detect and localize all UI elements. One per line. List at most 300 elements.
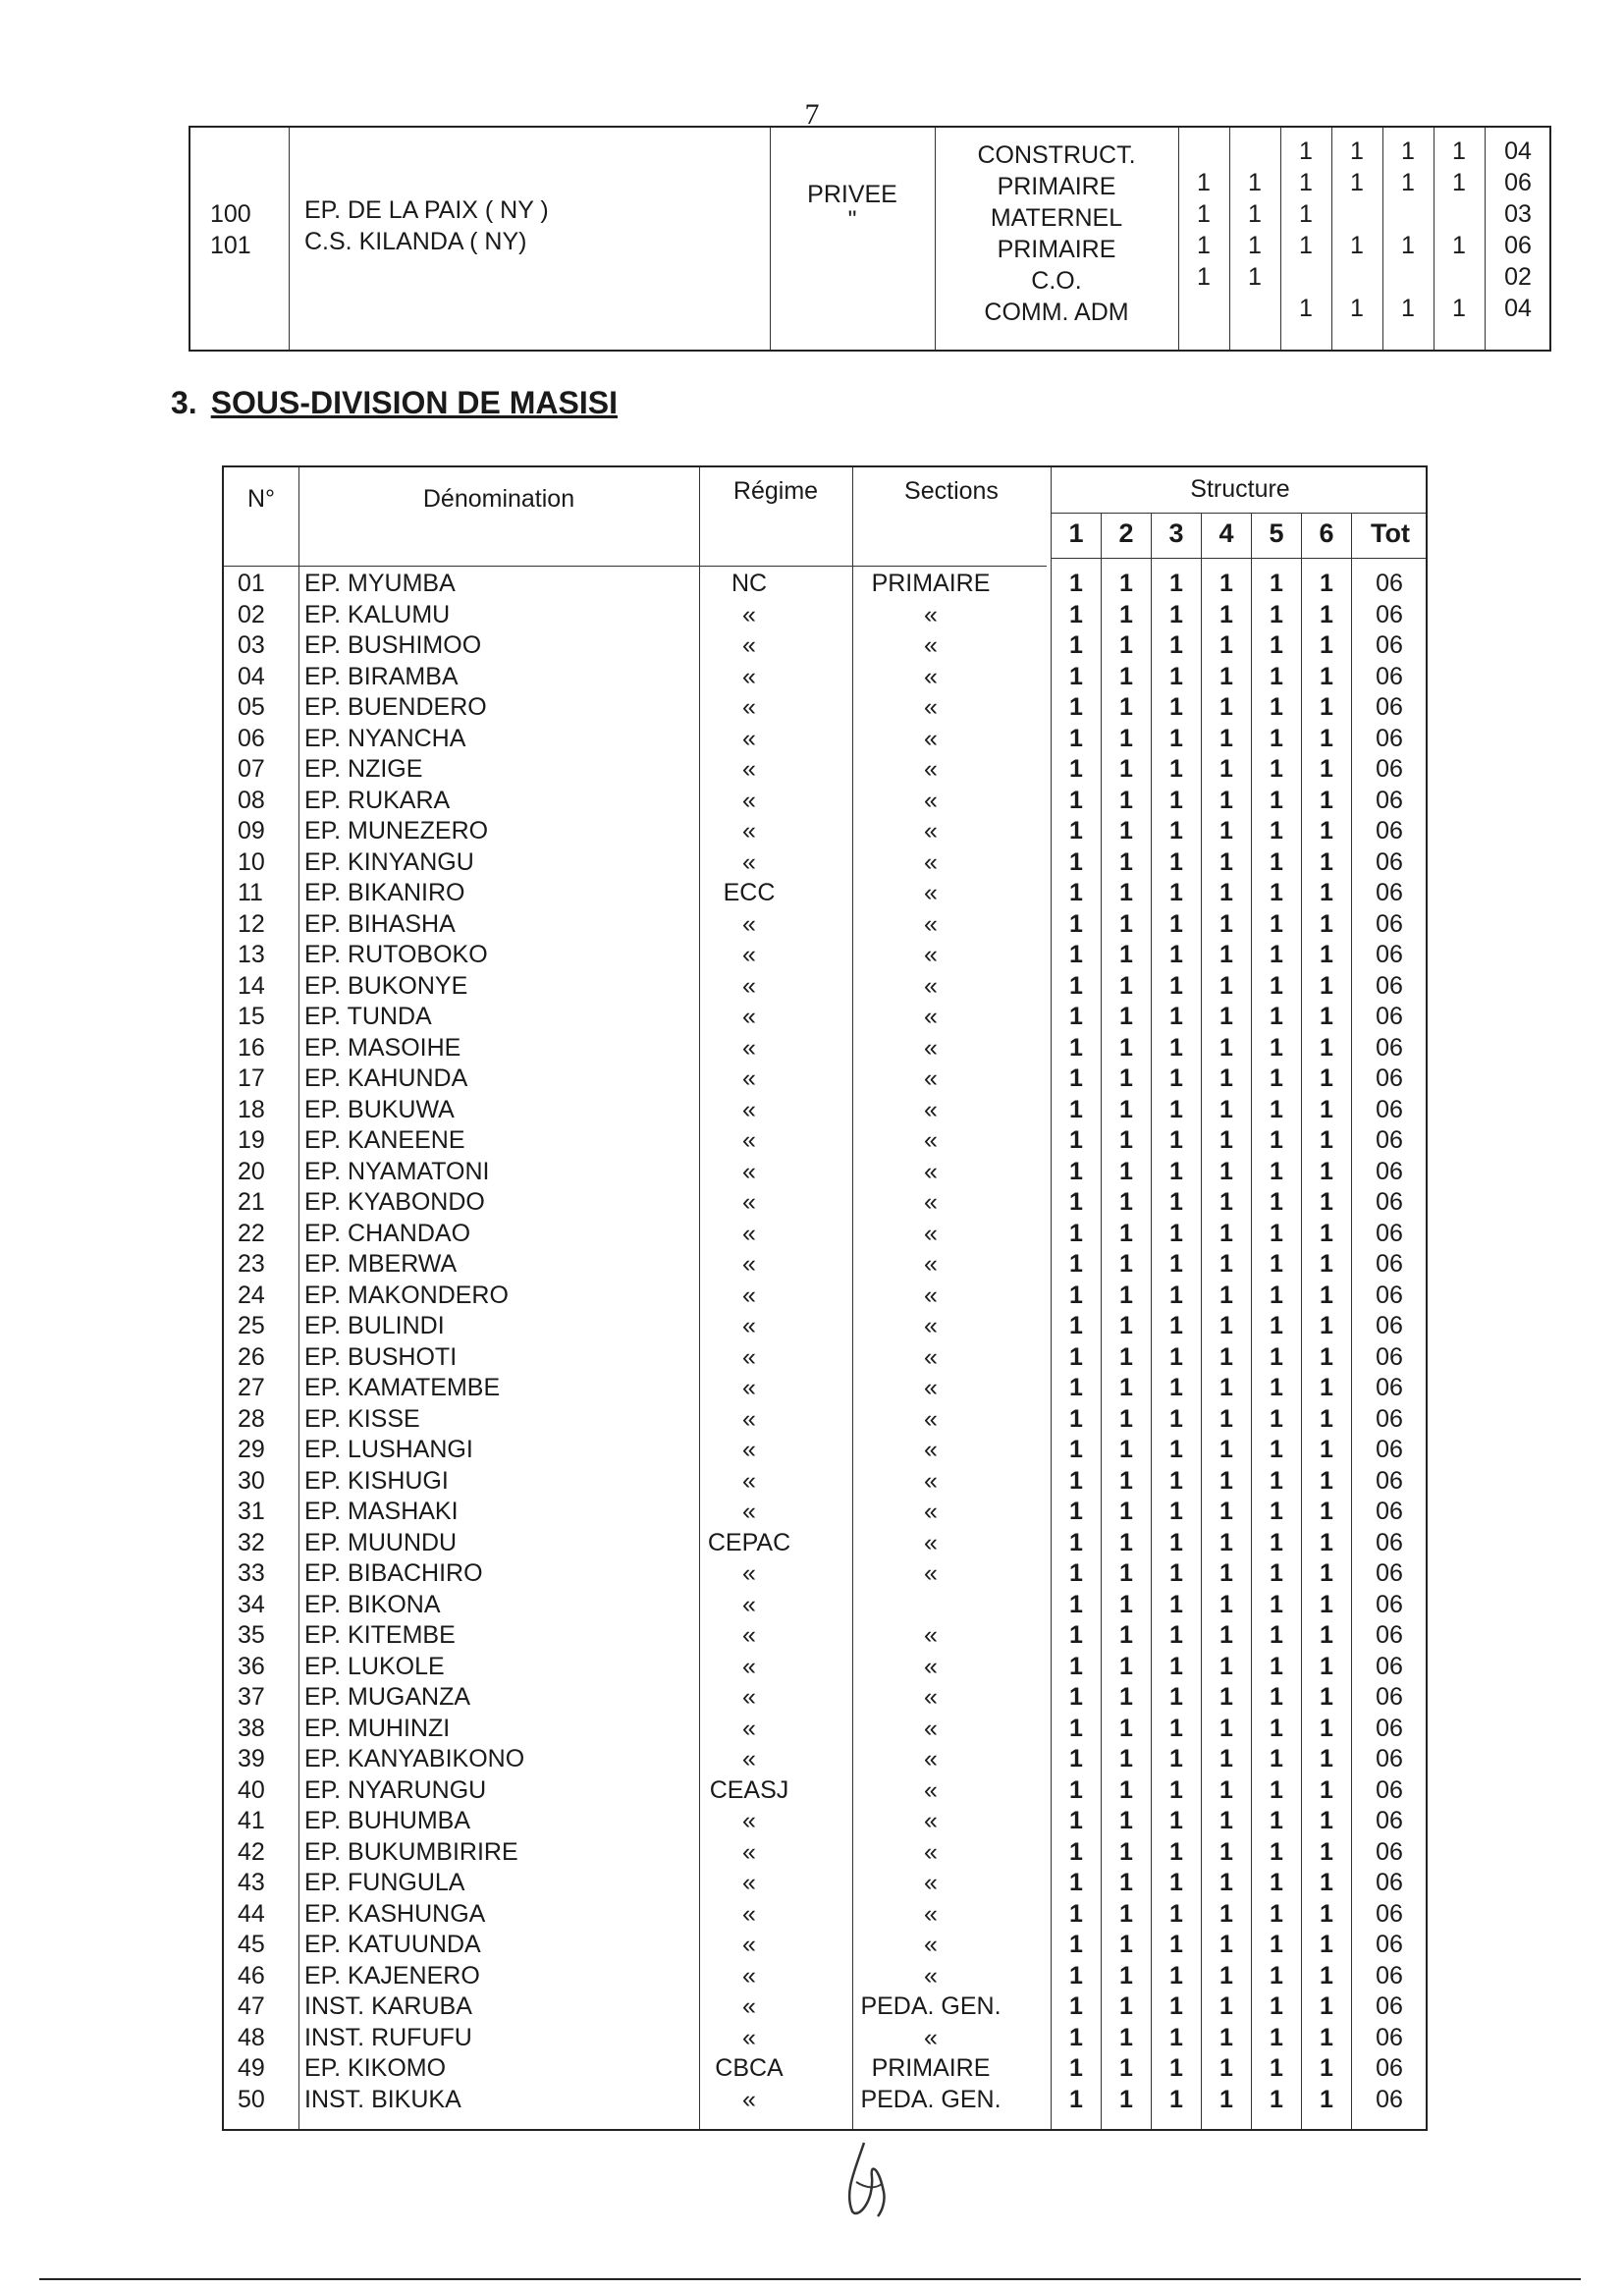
row-structure-cell: 1 <box>1320 2054 1333 2082</box>
row-total: 06 <box>1376 570 1403 597</box>
row-number: 34 <box>238 1590 265 1618</box>
row-structure-cell: 1 <box>1219 1745 1233 1772</box>
row-regime: « <box>742 1064 756 1092</box>
row-structure-cell: 1 <box>1219 1528 1233 1556</box>
row-structure-cell: 1 <box>1320 879 1333 906</box>
row-name: EP. BUKUMBIRIRE <box>304 1837 518 1866</box>
row-structure-cell: 1 <box>1270 1342 1283 1371</box>
row-structure-cell: 1 <box>1270 2023 1283 2051</box>
row-name: EP. BUKONYE <box>304 971 468 1000</box>
row-total: 06 <box>1376 1714 1403 1742</box>
row-structure-cell: 1 <box>1169 1281 1183 1309</box>
top-regime: " <box>847 206 857 234</box>
row-structure-cell: 1 <box>1169 1498 1183 1525</box>
row-structure-cell: 1 <box>1119 1250 1133 1278</box>
row-name: EP. BIRAMBA <box>304 662 459 690</box>
top-section: C.O. <box>1031 267 1082 295</box>
row-structure-cell: 1 <box>1219 1807 1233 1834</box>
row-structure-cell: 1 <box>1169 631 1183 659</box>
row-number: 49 <box>238 2054 265 2082</box>
row-section: « <box>924 1745 938 1772</box>
row-structure-cell: 1 <box>1169 662 1183 690</box>
top-structure-cell: 1 <box>1350 232 1364 259</box>
row-regime: « <box>742 847 756 876</box>
row-structure-cell: 1 <box>1270 786 1283 814</box>
row-total: 06 <box>1376 817 1403 845</box>
row-structure-cell: 1 <box>1270 1899 1283 1928</box>
row-regime: « <box>742 662 756 690</box>
row-name: EP. CHANDAO <box>304 1219 471 1247</box>
row-section: « <box>924 2023 938 2051</box>
top-structure-cell: 1 <box>1350 137 1364 165</box>
header-structure: Structure <box>1190 475 1290 503</box>
row-regime: CBCA <box>715 2054 784 2082</box>
row-name: EP. MUUNDU <box>304 1528 458 1556</box>
top-structure-cell: 1 <box>1452 232 1466 259</box>
row-structure-cell: 1 <box>1219 1837 1233 1866</box>
row-structure-cell: 1 <box>1069 1033 1083 1062</box>
row-name: EP. KISHUGI <box>304 1466 449 1495</box>
row-section: « <box>924 1961 938 1990</box>
row-total: 06 <box>1376 1126 1403 1154</box>
table-row <box>224 1154 1426 1185</box>
row-total: 06 <box>1376 1374 1403 1401</box>
row-structure-cell: 1 <box>1320 1652 1333 1680</box>
row-section: « <box>924 1807 938 1834</box>
row-structure-cell: 1 <box>1119 1961 1133 1990</box>
top-section: PRIMAIRE <box>997 236 1116 263</box>
row-structure-cell: 1 <box>1119 2023 1133 2051</box>
row-structure-cell: 1 <box>1320 1033 1333 1062</box>
row-regime: « <box>742 1466 756 1495</box>
table-row <box>224 659 1426 690</box>
table-row <box>224 1927 1426 1958</box>
row-structure-cell: 1 <box>1270 1498 1283 1525</box>
top-name: C.S. KILANDA ( NY) <box>304 228 527 255</box>
row-structure-cell: 1 <box>1069 1837 1083 1866</box>
row-structure-cell: 1 <box>1320 971 1333 1000</box>
top-structure-cell: 1 <box>1248 263 1262 291</box>
row-structure-cell: 1 <box>1119 1188 1133 1216</box>
row-structure-cell: 1 <box>1270 724 1283 752</box>
row-regime: CEASJ <box>709 1775 789 1804</box>
table-body <box>224 566 1426 2112</box>
row-total: 06 <box>1376 755 1403 783</box>
row-section: « <box>924 1528 938 1556</box>
row-structure-cell: 1 <box>1119 1312 1133 1339</box>
table-row <box>224 906 1426 938</box>
row-name: EP. KITEMBE <box>304 1621 456 1649</box>
row-regime: « <box>742 1621 756 1649</box>
row-structure-cell: 1 <box>1219 570 1233 597</box>
row-number: 35 <box>238 1621 265 1649</box>
row-structure-cell: 1 <box>1169 909 1183 938</box>
table-row <box>224 1803 1426 1834</box>
row-structure-cell: 1 <box>1119 879 1133 906</box>
row-structure-cell: 1 <box>1270 1095 1283 1123</box>
row-total: 06 <box>1376 1899 1403 1928</box>
row-structure-cell: 1 <box>1069 1869 1083 1896</box>
row-structure-cell: 1 <box>1119 817 1133 845</box>
row-structure-cell: 1 <box>1320 1436 1333 1463</box>
row-structure-cell: 1 <box>1219 1931 1233 1958</box>
row-name: EP. KANEENE <box>304 1126 465 1154</box>
table-row <box>224 1525 1426 1556</box>
row-name: EP. KISSE <box>304 1404 420 1433</box>
table-row <box>224 1834 1426 1866</box>
row-section: « <box>924 1312 938 1339</box>
row-name: EP. MYUMBA <box>304 570 456 597</box>
top-structure-total: 06 <box>1504 232 1532 259</box>
row-structure-cell: 1 <box>1119 1064 1133 1092</box>
table-row <box>224 1339 1426 1371</box>
row-structure-cell: 1 <box>1219 1033 1233 1062</box>
row-number: 03 <box>238 631 265 659</box>
row-number: 12 <box>238 909 265 938</box>
row-structure-cell: 1 <box>1219 1621 1233 1649</box>
row-structure-cell: 1 <box>1270 1714 1283 1742</box>
row-structure-cell: 1 <box>1169 1961 1183 1990</box>
handwritten-signature-icon <box>835 2133 903 2221</box>
row-structure-cell: 1 <box>1169 847 1183 876</box>
row-structure-cell: 1 <box>1270 1992 1283 2020</box>
row-structure-cell: 1 <box>1270 1374 1283 1401</box>
row-structure-cell: 1 <box>1069 1157 1083 1185</box>
row-number: 44 <box>238 1899 265 1928</box>
row-structure-cell: 1 <box>1169 1374 1183 1401</box>
row-structure-cell: 1 <box>1320 847 1333 876</box>
table-row <box>224 1679 1426 1711</box>
row-structure-cell: 1 <box>1270 879 1283 906</box>
row-name: INST. RUFUFU <box>304 2023 472 2051</box>
top-regimes <box>770 179 935 234</box>
row-regime: « <box>742 1652 756 1680</box>
top-name: EP. DE LA PAIX ( NY ) <box>304 196 549 224</box>
row-name: EP. KAMATEMBE <box>304 1374 501 1401</box>
row-structure-cell: 1 <box>1169 1342 1183 1371</box>
row-total: 06 <box>1376 1559 1403 1587</box>
row-number: 37 <box>238 1683 265 1711</box>
row-structure-cell: 1 <box>1320 909 1333 938</box>
row-structure-cell: 1 <box>1320 1404 1333 1433</box>
row-section: « <box>924 1374 938 1401</box>
row-structure-cell: 1 <box>1119 1745 1133 1772</box>
row-total: 06 <box>1376 1992 1403 2020</box>
row-regime: « <box>742 1590 756 1618</box>
top-section: COMM. ADM <box>984 299 1129 326</box>
row-regime: « <box>742 1714 756 1742</box>
row-name: INST. BIKUKA <box>304 2085 461 2113</box>
row-structure-cell: 1 <box>1119 2085 1133 2113</box>
table-row <box>224 1278 1426 1309</box>
row-total: 06 <box>1376 1404 1403 1433</box>
row-structure-cell: 1 <box>1119 693 1133 721</box>
row-total: 06 <box>1376 1281 1403 1309</box>
row-structure-cell: 1 <box>1069 1683 1083 1711</box>
row-total: 06 <box>1376 1807 1403 1834</box>
row-number: 04 <box>238 662 265 690</box>
row-name: EP. KINYANGU <box>304 847 474 876</box>
row-structure-cell: 1 <box>1219 1683 1233 1711</box>
top-structure-cell: 1 <box>1197 232 1211 259</box>
row-structure-cell: 1 <box>1169 1559 1183 1587</box>
top-structure-cell: 1 <box>1350 295 1364 322</box>
row-number: 50 <box>238 2085 265 2113</box>
row-regime: « <box>742 1312 756 1339</box>
table-row <box>224 1463 1426 1495</box>
header-structure-col: 3 <box>1168 518 1184 548</box>
row-section: « <box>924 1126 938 1154</box>
row-structure-cell: 1 <box>1219 1312 1233 1339</box>
row-structure-cell: 1 <box>1169 1466 1183 1495</box>
row-structure-cell: 1 <box>1219 1003 1233 1030</box>
row-total: 06 <box>1376 1528 1403 1556</box>
row-structure-cell: 1 <box>1119 909 1133 938</box>
row-section: « <box>924 1404 938 1433</box>
row-structure-cell: 1 <box>1219 817 1233 845</box>
row-regime: « <box>742 1250 756 1278</box>
row-structure-cell: 1 <box>1069 1312 1083 1339</box>
row-structure-cell: 1 <box>1320 631 1333 659</box>
row-structure-cell: 1 <box>1169 1436 1183 1463</box>
table-row <box>224 875 1426 906</box>
row-structure-cell: 1 <box>1219 1899 1233 1928</box>
row-structure-cell: 1 <box>1069 1528 1083 1556</box>
row-total: 06 <box>1376 1188 1403 1216</box>
structure-header-rule <box>1051 513 1426 514</box>
row-structure-cell: 1 <box>1169 1250 1183 1278</box>
row-structure-cell: 1 <box>1270 1188 1283 1216</box>
row-structure-cell: 1 <box>1270 1775 1283 1804</box>
row-total: 06 <box>1376 693 1403 721</box>
row-structure-cell: 1 <box>1119 570 1133 597</box>
row-structure-cell: 1 <box>1219 1590 1233 1618</box>
row-structure-cell: 1 <box>1219 631 1233 659</box>
row-structure-cell: 1 <box>1270 1033 1283 1062</box>
row-structure-cell: 1 <box>1169 786 1183 814</box>
row-structure-cell: 1 <box>1270 755 1283 783</box>
row-structure-cell: 1 <box>1270 1157 1283 1185</box>
row-structure-cell: 1 <box>1320 1837 1333 1866</box>
row-number: 07 <box>238 755 265 783</box>
row-structure-cell: 1 <box>1320 724 1333 752</box>
row-structure-cell: 1 <box>1119 1436 1133 1463</box>
top-structure-cell: 1 <box>1299 232 1313 259</box>
row-total: 06 <box>1376 1869 1403 1896</box>
row-structure-cell: 1 <box>1270 1869 1283 1896</box>
top-table <box>189 126 1551 352</box>
row-section: « <box>924 662 938 690</box>
row-structure-cell: 1 <box>1169 1003 1183 1030</box>
row-structure-cell: 1 <box>1169 817 1183 845</box>
row-section: « <box>924 1033 938 1062</box>
row-structure-cell: 1 <box>1069 909 1083 938</box>
table-row <box>224 968 1426 1000</box>
row-structure-cell: 1 <box>1069 1775 1083 1804</box>
row-structure-cell: 1 <box>1069 1374 1083 1401</box>
row-structure-cell: 1 <box>1270 662 1283 690</box>
row-structure-cell: 1 <box>1270 1312 1283 1339</box>
row-structure-cell: 1 <box>1219 971 1233 1000</box>
row-structure-cell: 1 <box>1119 1374 1133 1401</box>
row-number: 20 <box>238 1157 265 1185</box>
row-name: EP. BIKANIRO <box>304 879 465 906</box>
row-number: 39 <box>238 1745 265 1772</box>
row-total: 06 <box>1376 1312 1403 1339</box>
row-structure-cell: 1 <box>1119 1807 1133 1834</box>
row-name: EP. FUNGULA <box>304 1869 465 1896</box>
table-row <box>224 1617 1426 1649</box>
row-structure-cell: 1 <box>1169 1745 1183 1772</box>
row-structure-cell: 1 <box>1270 2054 1283 2082</box>
row-structure-cell: 1 <box>1119 1837 1133 1866</box>
row-structure-cell: 1 <box>1169 1683 1183 1711</box>
row-structure-cell: 1 <box>1270 1652 1283 1680</box>
row-structure-cell: 1 <box>1069 600 1083 628</box>
row-structure-cell: 1 <box>1119 1559 1133 1587</box>
row-section: « <box>924 1498 938 1525</box>
top-structure-cell: 1 <box>1401 232 1415 259</box>
header-regime: Régime <box>732 477 819 505</box>
row-total: 06 <box>1376 879 1403 906</box>
row-name: EP. KANYABIKONO <box>304 1745 525 1772</box>
row-structure-cell: 1 <box>1219 693 1233 721</box>
row-number: 15 <box>238 1003 265 1030</box>
row-name: EP. MUGANZA <box>304 1683 471 1711</box>
row-structure-cell: 1 <box>1320 1342 1333 1371</box>
section-number: 3. <box>171 385 197 420</box>
row-structure-cell: 1 <box>1069 1095 1083 1123</box>
row-name: EP. KAHUNDA <box>304 1064 468 1092</box>
row-section: « <box>924 1931 938 1958</box>
row-number: 02 <box>238 600 265 628</box>
row-regime: « <box>742 2085 756 2113</box>
row-structure-cell: 1 <box>1219 1714 1233 1742</box>
table-row <box>224 1370 1426 1401</box>
row-regime: « <box>742 1157 756 1185</box>
header-structure-col: 4 <box>1218 518 1234 548</box>
row-name: EP. NYANCHA <box>304 724 466 752</box>
header-structure-col: 6 <box>1319 518 1334 548</box>
row-structure-cell: 1 <box>1169 2054 1183 2082</box>
row-structure-cell: 1 <box>1270 1931 1283 1958</box>
row-structure-cell: 1 <box>1320 2023 1333 2051</box>
table-row <box>224 1184 1426 1216</box>
row-structure-cell: 1 <box>1270 1250 1283 1278</box>
row-structure-cell: 1 <box>1219 1126 1233 1154</box>
row-total: 06 <box>1376 1064 1403 1092</box>
top-names <box>304 194 549 257</box>
row-name: EP. BUSHOTI <box>304 1342 458 1371</box>
row-structure-cell: 1 <box>1219 1869 1233 1896</box>
row-section: « <box>924 1775 938 1804</box>
row-regime: « <box>742 2023 756 2051</box>
row-structure-cell: 1 <box>1069 1466 1083 1495</box>
row-section: « <box>924 1250 938 1278</box>
row-number: 43 <box>238 1869 265 1896</box>
row-structure-cell: 1 <box>1219 1095 1233 1123</box>
row-section: « <box>924 1188 938 1216</box>
row-structure-cell: 1 <box>1219 1404 1233 1433</box>
row-structure-cell: 1 <box>1069 1807 1083 1834</box>
top-number: 101 <box>210 232 251 259</box>
row-structure-cell: 1 <box>1320 1590 1333 1618</box>
row-number: 09 <box>238 817 265 845</box>
top-structure-cell: 1 <box>1452 137 1466 165</box>
row-structure-cell: 1 <box>1069 879 1083 906</box>
row-structure-cell: 1 <box>1169 2085 1183 2113</box>
table-row <box>224 1216 1426 1247</box>
row-section: « <box>924 1714 938 1742</box>
row-section: PRIMAIRE <box>871 2054 991 2082</box>
row-regime: « <box>742 1992 756 2020</box>
row-structure-cell: 1 <box>1320 2085 1333 2113</box>
row-name: EP. BUSHIMOO <box>304 631 482 659</box>
table-row <box>224 845 1426 876</box>
top-numbers <box>210 198 251 261</box>
row-regime: « <box>742 1559 756 1587</box>
row-number: 42 <box>238 1837 265 1866</box>
row-structure-cell: 1 <box>1119 1498 1133 1525</box>
row-regime: ECC <box>723 879 776 906</box>
table-row <box>224 1061 1426 1092</box>
row-regime: « <box>742 1683 756 1711</box>
row-total: 06 <box>1376 631 1403 659</box>
row-structure-cell: 1 <box>1119 1095 1133 1123</box>
row-number: 26 <box>238 1342 265 1371</box>
top-col-divider <box>1485 128 1486 350</box>
row-total: 06 <box>1376 1466 1403 1495</box>
row-number: 16 <box>238 1033 265 1062</box>
row-total: 06 <box>1376 847 1403 876</box>
row-structure-cell: 1 <box>1219 1961 1233 1990</box>
row-structure-cell: 1 <box>1069 724 1083 752</box>
row-name: EP. BUKUWA <box>304 1095 455 1123</box>
table-row <box>224 783 1426 814</box>
table-row <box>224 1122 1426 1154</box>
row-total: 06 <box>1376 1219 1403 1247</box>
row-structure-cell: 1 <box>1069 755 1083 783</box>
main-table <box>222 465 1428 2131</box>
row-section: PEDA. GEN. <box>860 1992 1001 2020</box>
row-structure-cell: 1 <box>1219 1775 1233 1804</box>
row-number: 10 <box>238 847 265 876</box>
table-row <box>224 1432 1426 1463</box>
row-structure-cell: 1 <box>1219 1219 1233 1247</box>
row-regime: « <box>742 1837 756 1866</box>
row-structure-cell: 1 <box>1320 1003 1333 1030</box>
row-total: 06 <box>1376 1652 1403 1680</box>
row-section: « <box>924 724 938 752</box>
header-structure-col: 1 <box>1068 518 1084 548</box>
row-structure-cell: 1 <box>1320 817 1333 845</box>
row-name: EP. TUNDA <box>304 1003 432 1030</box>
row-number: 18 <box>238 1095 265 1123</box>
row-structure-cell: 1 <box>1169 879 1183 906</box>
row-structure-cell: 1 <box>1119 786 1133 814</box>
row-structure-cell: 1 <box>1119 1621 1133 1649</box>
row-total: 06 <box>1376 1931 1403 1958</box>
row-name: EP. BIKONA <box>304 1590 441 1618</box>
row-regime: « <box>742 1899 756 1928</box>
top-structure-cell: 1 <box>1197 200 1211 228</box>
row-structure-cell: 1 <box>1069 1931 1083 1958</box>
row-structure-cell: 1 <box>1119 724 1133 752</box>
row-structure-cell: 1 <box>1169 600 1183 628</box>
row-section: « <box>924 693 938 721</box>
row-section: « <box>924 817 938 845</box>
row-regime: « <box>742 600 756 628</box>
